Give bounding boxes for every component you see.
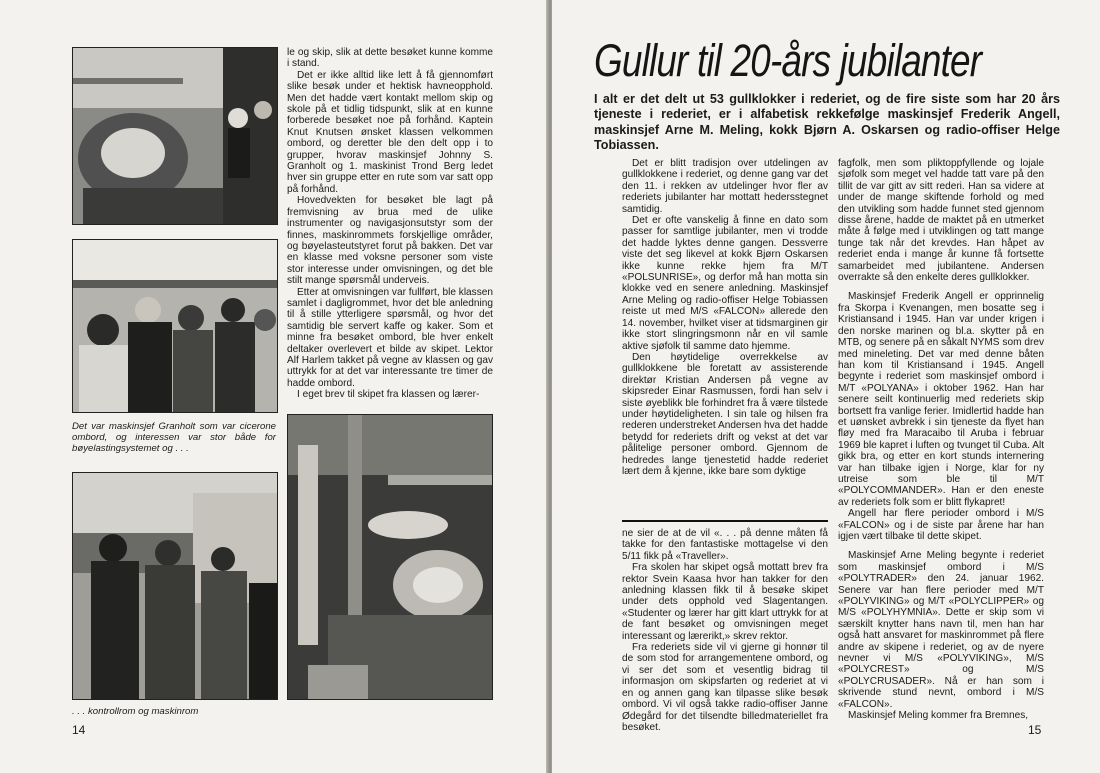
paragraph: fagfolk, men som pliktoppfyllende og lojale sjøfolk som meget vel hadde tatt vare på den tillit de var gitt av sitt rederi. Han sa videre at under de mange skiftende forhold og med den utvikling som hadde funnet sted gjennom disse årene, hadde de maktet på en utmerket måte å følge med i utviklingen og tatt mange tunge tak når det krevdes. Han håpet av rederiet enda i mange år kunne få fortsette samarbeidet med jubilantene. Andersen overrakte så den enkelte deres gullklokker. bbox=[838, 158, 1044, 284]
page-number-right: 15 bbox=[1028, 723, 1042, 737]
photo-machine-room bbox=[287, 414, 493, 700]
right-column-1-continued bbox=[622, 528, 828, 733]
section-divider bbox=[622, 520, 828, 522]
article-title: Gullur til 20-års jubilanter bbox=[594, 35, 982, 86]
paragraph: Maskinsjef Arne Meling begynte i rederiet som maskinsjef ombord i M/S «POLYTRADER» den 24. januar 1962. Senere var han flere perioder med M/T «POLYVIKING» og M/T «POLYCLIPPER» og M/S «POLYHYMNIA». Dette er skip som vi særskilt knytter hans navn til, men han har også hatt ansvaret for maskinrommet på flere andre av skipene i rederiet, og av de nyere nevner vi M/S «POLYVIKING», M/S «POLYCREST» og M/S «POLYCRUSADER». Nå er han som i skrivende stund nevnt, ombord i M/S «FALCON». bbox=[838, 550, 1044, 710]
paragraph: Den høytidelige overrekkelse av gullklokkene ble foretatt av assisterende direktør Kristian Andersen på vegne av skipsreder Einar Rasmussen, fordi han selv i siste øyeblikk ble forhindret fra å være tilstede under høytideligheten. I sin tale og hilsen fra rederen understreket Andersen hva det hadde betydd for rederiets drift og vekst at det var pålitelige personer ombord. Gjennom de hedredes lange tjenestetid hadde rederiet lært dem å kjenne, ikke bare som dyktige bbox=[622, 351, 828, 477]
right-column-1 bbox=[622, 158, 828, 477]
photo-bridge-visitors bbox=[72, 239, 278, 413]
left-article-column bbox=[287, 47, 493, 401]
paragraph: Maskinsjef Frederik Angell er opprinnelig fra Skorpa i Kvenangen, men bosatte seg i Kristiansand i 1945. Han var under krigen i den norske marinen og bl.a. skytter på en MTB, og senere på en såkalt NYMS som drev med mineleting. Det var med denne båten han kom til Kristiansand i 1945. Angell begynte i rederiet som maskinsjef ombord i M/T «POLYANA» i oktober 1962. Han har senere seilt kontinuerlig med rederiets skip bortsett fra vanlige ferier. Imidlertid hadde han et uønsket avbrekk i sin tjeneste da flyet han fløy med fra Maracaibo til Aruba i februar 1969 ble kapret i luften og tvunget til Cuba. Alt gikk bra, og etter en kort stunds internering var han tilbake igjen i Norge, klar for ny utreise som ble til M/T «POLYCOMMANDER». Han er den eneste av rederiets folk som er blitt flykapret! bbox=[838, 291, 1044, 508]
photo-caption-top: Det var maskinsjef Granholt som var cicerone ombord, og interessen var stor både for bøyelastingsystemet og . . . bbox=[72, 421, 276, 455]
paragraph: Det er ofte vanskelig å finne en dato som passer for samtlige jubilanter, men vi trodde det hadde lyktes denne gangen. Dessverre viste det seg likevel at kokk Bjørn Oskarsen ikke kunne rekke hjem fra M/T «POLSUNRISE», og derfor må han motta sin klokke ved en senere anledning. Maskinsjef Arne Meling og radio-offiser Helge Tobiassen reiste ut med M/S «FALCON» allerede den 14. november, hvilket viser at tidsmarginen gir ikke stort slingringsmonn når en vil samle aktive sjøfolk til samme dato hjemme. bbox=[622, 215, 828, 352]
right-column-2 bbox=[838, 158, 1044, 722]
paragraph: le og skip, slik at dette besøket kunne komme i stand. bbox=[287, 47, 493, 70]
paragraph: ne sier de at de vil «. . . på denne måten få takke for den fantastiske mottagelse vi den 5/11 fikk på «Traveller». bbox=[622, 528, 828, 562]
paragraph: Etter at omvisningen var fullført, ble klassen samlet i dagligrommet, hvor det ble anledning til å stille ytterligere spørsmål, og hvor det samtidig ble servert kaffe og kaker. Som et minne fra besøket ombord, ble hver enkelt deltaker overlevert et bilde av skipet. Lektor Alf Harlem takket på vegne av klassen og gav uttrykk for at det var interessante tre timer de hadde ombord. bbox=[287, 286, 493, 389]
photo-control-room bbox=[72, 472, 278, 700]
paragraph: Fra skolen har skipet også mottatt brev fra rektor Svein Kaasa hvor han takker for den anledning klassen fikk til å besøke skipet under dets opphold ved Slagentangen. «Studenter og lærer har gitt klart uttrykk for at de fant besøket og omvisningen meget interessant og lærerikt,» skrev rektor. bbox=[622, 562, 828, 642]
paragraph: I eget brev til skipet fra klassen og lærer- bbox=[297, 389, 480, 401]
right-page bbox=[552, 0, 1100, 773]
paragraph: Hovedvekten for besøket ble lagt på fremvisning av brua med de ulike instrumenter og navigasjonsutstyr som der finnes, maskinrommets forskjellige områder, og bøyelasteutstyret forut på bakken. Det var en klasse med voksne personer som viste stor interesse under omvisningen, og det ble stilt mange spørsmål underveis. bbox=[287, 195, 493, 287]
page-number-left: 14 bbox=[72, 723, 86, 737]
paragraph: Fra rederiets side vil vi gjerne gi honnør til de som stod for arrangementene ombord, og vi ser det som et vesentlig bidrag til informasjon om skipsfarten og rederiet at vi en og annen gang kan tilpasse slike besøk ombord. Vi vil også takke radio-offiser Janne Ødegård for det tilsendte billedmateriellet fra besøket. bbox=[622, 642, 828, 733]
photo-engine-room-group bbox=[72, 47, 278, 225]
paragraph: Angell har flere perioder ombord i M/S «FALCON» og i de siste par årene har han igjen vært tilbake til dette skipet. bbox=[838, 508, 1044, 542]
paragraph: Det er ikke alltid like lett å få gjennomført slike besøk under et hektisk havneopphold. Men det hadde vært kontakt mellom skip og skole på et tidlig tidspunkt, slik at en kunne forberede besøket noe på forhånd. Kaptein Knut Knutsen ønsket klassen velkommen ombord, og deretter ble den delt opp i to grupper, hvorav maskinsjef Johnny S. Granholt og 1. maskinist Trond Berg ledet hver sin gruppe etter en rute som var satt opp på forhånd. bbox=[287, 69, 493, 195]
paragraph: Maskinsjef Meling kommer fra Bremnes, bbox=[848, 710, 1029, 722]
left-page bbox=[0, 0, 548, 773]
photo-caption-bottom: . . . kontrollrom og maskinrom bbox=[72, 706, 199, 717]
article-lead: I alt er det delt ut 53 gullklokker i rederiet, og de fire siste som har 20 års tjeneste i rederiet, er i alfabetisk rekkefølge maskinsjef Frederik Angell, maskinsjef Arne M. Meling, kokk Bjørn A. Oskarsen og radio-offiser Helge Tobiassen. bbox=[594, 92, 1060, 153]
paragraph: Det er blitt tradisjon over utdelingen av gullklokkene i rederiet, og denne gang var det den 11. i rekken av utdelinger hvor fler av rederiets jubilanter har mottatt hedersstegnet samtidig. bbox=[622, 158, 828, 215]
